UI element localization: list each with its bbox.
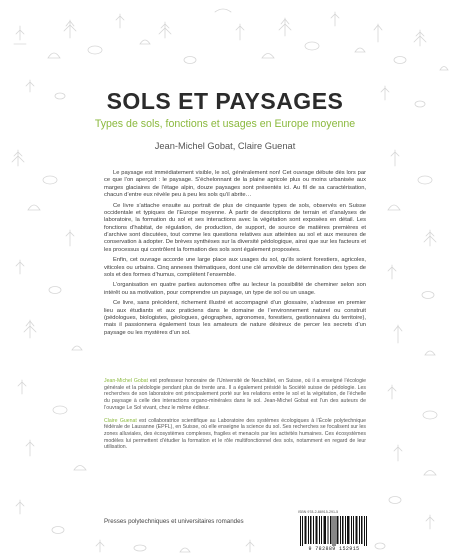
author-bios — [104, 378, 366, 457]
author-bio-name: Claire Guenat — [104, 417, 137, 424]
book-authors: Jean-Michel Gobat, Claire Guenat — [154, 141, 296, 151]
barcode-bars — [296, 515, 372, 546]
author-bio-text: est collaboratrice scientifique au Laboratoire des systèmes écologiques à l’École polytechnique fédérale de Lausanne (EPFL), en Suisse, où elle enseigne la science du sol. Ses recherches se focalisent sur les zones alluviales, des écosystèmes complexes, fragiles et menacés par les activités humaines. Ces écosystèmes modèles lui permettent d’étudier la formation et le rôle multifonctionnel des sols, notamment en regard de leur utilisation. — [104, 417, 367, 451]
book-title: SOLS ET PAYSAGES — [106, 88, 344, 114]
blurb-paragraph: Le paysage est immédiatement visible, le sol, généralement non! Cet ouvrage débute dès lors par ce que l’on aperçoit : le paysage. S’échelonnant de la plaine agricole plus ou moins urbanisée aux marges glaciaires de l’étage alpin, douze paysages sont présentés ici. Au fil de sa caractérisation, chacun d’entre eux révèle peu à peu les sols qu’il abrite… — [104, 170, 366, 199]
isbn-label: ISBN 978-2-88915-291-5 — [298, 510, 339, 514]
author-bio — [104, 378, 366, 412]
author-bio-text: est professeur honoraire de l’Université de Neuchâtel, en Suisse, où il a enseigné l’écologie générale et la pédologie pendant plus de trente ans. Il a également présidé la Société suisse de pédologie. Les recherches de son laboratoire ont principalement porté sur les relations entre le sol et la végétation, de l’échelle du paysage à celle des interactions organo-minérales dans le sol. Jean-Michel Gobat est l’un des auteurs de l’ouvrage Le Sol vivant, chez le même éditeur. — [104, 378, 366, 411]
publisher-name: Presses polytechniques et universitaires romandes — [104, 518, 244, 525]
blurb — [104, 170, 366, 340]
barcode-digits: 9 782889 152915 — [308, 546, 360, 552]
blurb-paragraph: Ce livre, sans précédent, richement illustré et accompagné d’un glossaire, s’adresse en premier lieu aux étudiants et aux praticiens dans le domaine de l’environnement naturel ou construit (pédologues, biologistes, géologues, géographes, agronomes, forestiers, gestionnaires du territoire), mais il passionnera également tous les amateurs de nature désireux de percer les secrets d’un paysage ou les mystères d’un sol. — [104, 300, 366, 336]
author-bio-name: Jean-Michel Gobat — [104, 378, 148, 384]
blurb-paragraph: Ce livre s’attache ensuite au portrait de plus de cinquante types de sols, observés en Suisse occidentale et typiques de l’Europe moyenne. À partir de descriptions de terrain et d’analyses de laboratoire, la formation du sol et ses interactions avec la végétation sont exposées en détail. Les fonctions d’habitat, de régulation, de production, de support, de source de matières premières et d’archive sont discutées, tout comme les questions relatives aux atteintes au sol et aux mesures de conservation à adopter. De brèves synthèses sur la diversité pédologique, ainsi que sur les facteurs et les processus qui contrôlent la formation des sols sont également proposées. — [104, 202, 366, 253]
author-bio — [104, 418, 366, 452]
book-subtitle: Types de sols, fonctions et usages en Europe moyenne — [94, 118, 356, 130]
blurb-paragraph: Enfin, cet ouvrage accorde une large place aux usages du sol, qu’ils soient forestiers, agricoles, viticoles ou urbains. Cinq annexes thématiques, dont une clé amovible de détermination des types de sols et des formes d’humus, complètent l’ensemble. — [104, 257, 366, 278]
blurb-paragraph: L’organisation en quatre parties autonomes offre au lecteur la possibilité de cheminer selon son intérêt ou sa motivation, pour comprendre un paysage, un type de sol ou un usage. — [104, 282, 366, 296]
